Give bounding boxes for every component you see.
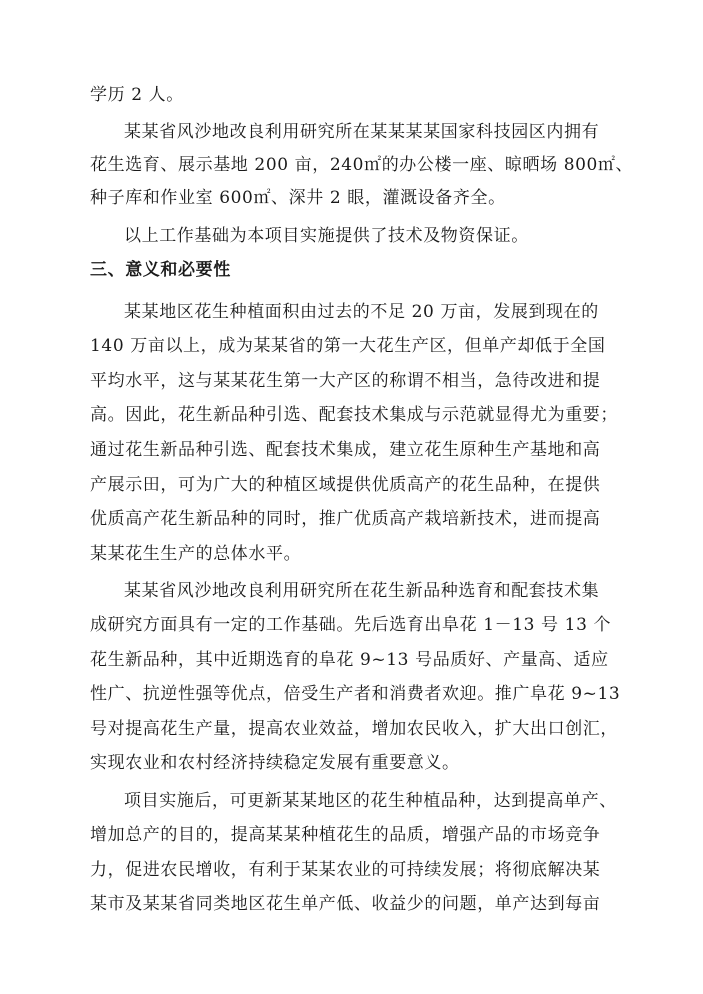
paragraph-first-line: 某某省风沙地改良利用研究所在花生新品种选育和配套技术集 bbox=[124, 581, 600, 601]
text-line: 140 万亩以上，成为某某省的第一大花生产区，但单产却低于全国 bbox=[90, 336, 606, 356]
text-line: 增加总产的目的，提高某某种植花生的品质，增强产品的市场竞争 bbox=[90, 825, 601, 845]
text-line: 通过花生新品种引选、配套技术集成，建立花生原种生产基地和高 bbox=[90, 440, 601, 460]
paragraph-first-line: 项目实施后，可更新某某地区的花生种植品种，达到提高单产、 bbox=[124, 791, 617, 811]
text-line: 某市及某某省同类地区花生单产低、收益少的问题，单产达到每亩 bbox=[90, 894, 601, 914]
text-line: 优质高产花生新品种的同时，推广优质高产栽培新技术，进而提高 bbox=[90, 509, 601, 529]
text-line: 学历 2 人。 bbox=[90, 85, 184, 105]
text-line: 号对提高花生产量，提高农业效益，增加农民收入，扩大出口创汇， bbox=[90, 719, 618, 739]
text-line: 力，促进农民增收，有利于某某农业的可持续发展；将彻底解决某 bbox=[90, 860, 601, 880]
text-line: 性广、抗逆性强等优点，倍受生产者和消费者欢迎。推广阜花 9~13 bbox=[90, 684, 621, 704]
text-line: 某某花生生产的总体水平。 bbox=[90, 544, 302, 564]
paragraph-first-line: 某某地区花生种植面积由过去的不足 20 万亩，发展到现在的 bbox=[124, 302, 599, 322]
paragraph-first-line: 以上工作基础为本项目实施提供了技术及物资保证。 bbox=[124, 226, 529, 246]
text-line: 成研究方面具有一定的工作基础。先后选育出阜花 1－13 号 13 个 bbox=[90, 615, 612, 635]
text-line: 实现农业和农村经济持续稳定发展有重要意义。 bbox=[90, 753, 460, 773]
text-line: 产展示田，可为广大的种植区域提供优质高产的花生品种，在提供 bbox=[90, 475, 601, 495]
text-line: 花生选育、展示基地 200 亩，240㎡的办公楼一座、晾晒场 800㎡、 bbox=[90, 155, 634, 175]
text-line: 花生新品种，其中近期选育的阜花 9~13 号品质好、产量高、适应 bbox=[90, 650, 609, 670]
text-line: 平均水平，这与某某花生第一大产区的称谓不相当，急待改进和提 bbox=[90, 371, 601, 391]
text-line: 种子库和作业室 600㎡、深井 2 眼，灌溉设备齐全。 bbox=[90, 188, 506, 208]
section-heading: 三、意义和必要性 bbox=[90, 260, 231, 280]
paragraph-first-line: 某某省风沙地改良利用研究所在某某某某国家科技园区内拥有 bbox=[124, 122, 600, 142]
text-line: 高。因此，花生新品种引选、配套技术集成与示范就显得尤为重要； bbox=[90, 405, 618, 425]
